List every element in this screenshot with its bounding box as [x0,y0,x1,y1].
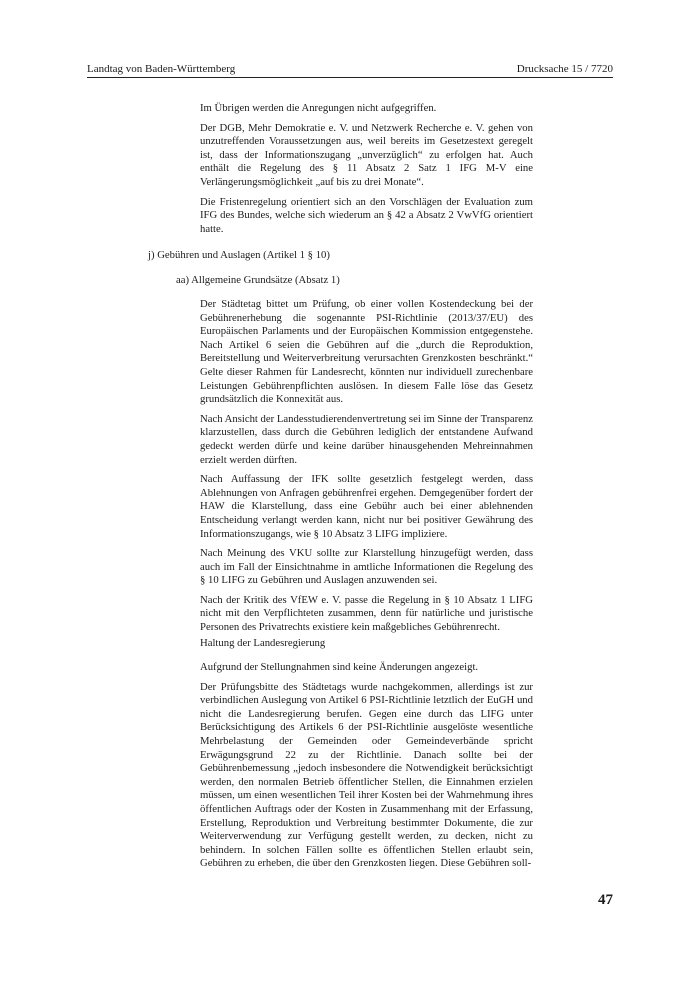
page-number: 47 [598,892,613,908]
haltung-text-block [200,661,533,877]
paragraph: Nach Meinung des VKU sollte zur Klarstellung hinzugefügt werden, dass auch im Fall der Einsichtnahme in amtliche Informationen die Regelung des § 10 LIFG zu Gebühren und Auslagen anzuwenden sei. [200,547,533,587]
paragraph: Der DGB, Mehr Demokratie e. V. und Netzwerk Recherche e. V. gehen von unzutreffenden Voraussetzungen aus, weil bereits im Gesetzestext geregelt ist, dass der Informationszugang „unverzüglich“ zu erfolgen hat. Auch enthält die Regelung des § 11 Absatz 2 Satz 1 IFG M-V eine Verlängerungsmöglichkeit „auf bis zu drei Monate“. [200,121,533,188]
header-parliament: Landtag von Baden-Württemberg [87,63,236,75]
paragraph: Im Übrigen werden die Anregungen nicht aufgegriffen. [200,102,437,114]
top-text-block [200,102,533,242]
main-text-block [200,298,533,641]
paragraph: Aufgrund der Stellungnahmen sind keine Änderungen angezeigt. [200,661,479,673]
paragraph: Die Fristenregelung orientiert sich an den Vorschlägen der Evaluation zum IFG des Bundes, welche sich wiederum an § 42 a Absatz 2 VwVfG orientiert hatte. [200,195,533,235]
paragraph: Nach der Kritik des VfEW e. V. passe die Regelung in § 10 Absatz 1 LIFG nicht mit den Verpflichteten zusammen, denn für natürliche und juristische Personen des Privatrechts existiere kein maßgebliches Gebührenrecht. [200,593,533,634]
header-document-number: Drucksache 15 / 7720 [516,63,613,75]
paragraph: Der Prüfungsbitte des Städtetags wurde nachgekommen, allerdings ist zur verbindlichen Auslegung von Artikel 6 PSI-Richtlinie letztlich der EuGH und nicht die Landesregierung berufen. Gegen eine durch das LIFG unter Berücksichtigung des Artikels 6 der PSI-Richtlinie ausgelöste wesentliche Mehrbelastung der Gemeinden oder Gemeindeverbände spricht Erwägungsgrund 22 zu der Richtlinie. Danach sollte bei der Gebührenbemessung „jedoch insbesondere die Notwendigkeit berücksichtigt werden, den normalen Betrieb öffentlicher Stellen, die Einnahmen erzielen müssen, um einen wesentlichen Teil ihrer Kosten bei der Wahrnehmung ihres öffentlichen Auftrags oder der Kosten in Zusammenhang mit der Erfassung, Erstellung, Reproduktion und Verbreitung bestimmter Dokumente, die zur Weiterverwendung zur Verfügung gestellt werden, zu decken, nicht zu behindern. In solchen Fällen sollte es öffentlichen Stellen erlaubt sein, Gebühren zu erheben, die über den Grenzkosten liegen. Diese Gebühren soll- [200,680,533,870]
section-heading-j: j) Gebühren und Auslagen (Artikel 1 § 10) [148,249,330,261]
paragraph: Nach Auffassung der IFK sollte gesetzlich festgelegt werden, dass Ablehnungen von Anfragen gebührenfrei ergehen. Demgegenüber fordert der HAW die Klarstellung, dass eine Gebühr auch bei einer ablehnenden Entscheidung verlangt werden kann, nicht nur bei positiver Gewährung des Informationszugangs, wie § 10 Absatz 3 LIFG impliziere. [200,473,533,540]
running-header [87,63,613,75]
header-rule [87,77,613,78]
paragraph: Der Städtetag bittet um Prüfung, ob einer vollen Kostendeckung bei der Gebührenerhebung die sogenannte PSI-Richtlinie (2013/37/EU) des Europäischen Parlaments und der Europäischen Kommission entgegenstehe. Nach Artikel 6 seien die Gebühren auf die „durch die Reproduktion, Bereitstellung und Weiterverbreitung verursachten Grenzkosten beschränkt.“ Gelte dieser Rahmen für Landesrecht, könnten nur individuell zurechenbare Leistungen Gebührenpflichten auslösen. In diesem Falle löse das Gesetz grundsätzlich die Konnexität aus. [200,298,533,406]
haltung-heading: Haltung der Landesregierung [200,637,326,649]
subsection-heading-aa: aa) Allgemeine Grundsätze (Absatz 1) [176,274,340,286]
paragraph: Nach Ansicht der Landesstudierendenvertretung sei im Sinne der Transparenz klarzustellen, dass durch die Gebühren lediglich der entstandene Aufwand gedeckt werden dürfe und keine darüber hinausgehenden Mehreinnahmen erzielt werden dürften. [200,412,534,466]
